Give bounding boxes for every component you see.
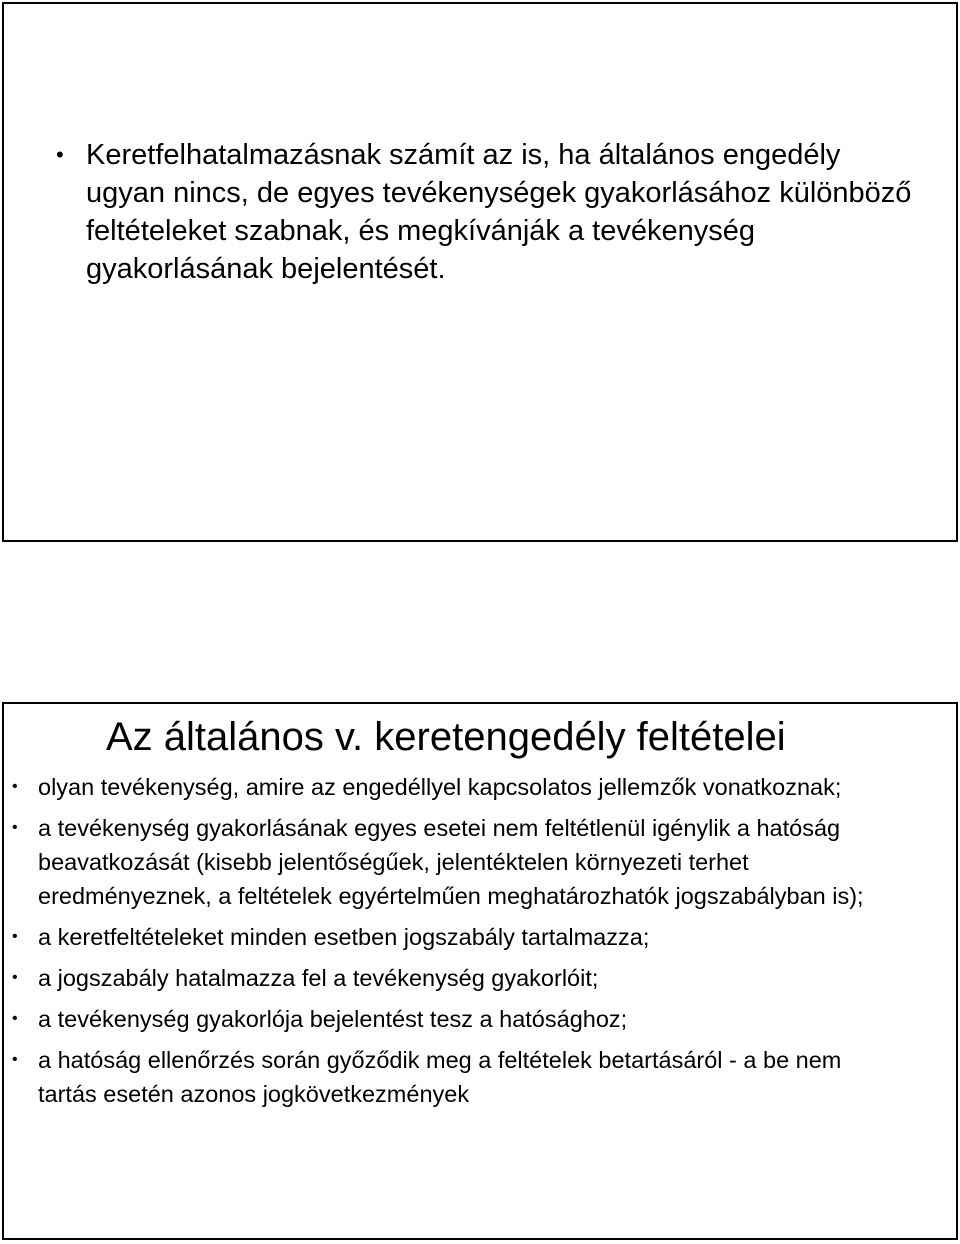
bullet-icon: • bbox=[12, 928, 18, 945]
bullet-icon: • bbox=[12, 1051, 18, 1068]
bullet-icon: • bbox=[12, 778, 18, 795]
slide-title: Az általános v. keretengedély feltételei bbox=[106, 715, 786, 759]
slide-1 bbox=[2, 2, 958, 542]
bullet-icon: • bbox=[12, 969, 18, 986]
bullet-text: a tevékenység gyakorlásának egyes esetei nem feltétlenül igénylik a hatóság beavatkozását (kisebb jelentőségűek, jelentéktelen környezeti terhet eredményeznek, a feltételek egyértelműen meghatározhatók jogszabályban is); bbox=[38, 815, 864, 909]
bullet-item bbox=[12, 1043, 902, 1111]
bullet-item bbox=[12, 811, 902, 913]
bullet-list bbox=[56, 136, 916, 288]
bullet-list bbox=[12, 770, 902, 1118]
bullet-text: olyan tevékenység, amire az engedéllyel kapcsolatos jellemzők vonatkoznak; bbox=[38, 774, 842, 800]
bullet-text: a hatóság ellenőrzés során győződik meg a feltételek betartásáról - a be nem tartás esetén azonos jogkövetkezmények bbox=[38, 1047, 842, 1107]
bullet-text: a keretfeltételeket minden esetben jogszabály tartalmazza; bbox=[38, 924, 650, 950]
bullet-item bbox=[12, 1002, 902, 1036]
bullet-text: Keretfelhatalmazásnak számít az is, ha általános engedély ugyan nincs, de egyes tevékenységek gyakorlásához különböző feltételeket szabnak, és megkívánják a tevékenység gyakorlásának bejelentését. bbox=[86, 139, 912, 285]
bullet-item bbox=[56, 136, 916, 288]
bullet-icon: • bbox=[56, 142, 64, 167]
bullet-item bbox=[12, 961, 902, 995]
slide-2 bbox=[2, 702, 958, 1240]
bullet-item bbox=[12, 920, 902, 954]
bullet-icon: • bbox=[12, 819, 18, 836]
bullet-item bbox=[12, 770, 902, 804]
bullet-text: a tevékenység gyakorlója bejelentést tesz a hatósághoz; bbox=[38, 1006, 628, 1032]
bullet-text: a jogszabály hatalmazza fel a tevékenység gyakorlóit; bbox=[38, 965, 599, 991]
bullet-icon: • bbox=[12, 1010, 18, 1027]
